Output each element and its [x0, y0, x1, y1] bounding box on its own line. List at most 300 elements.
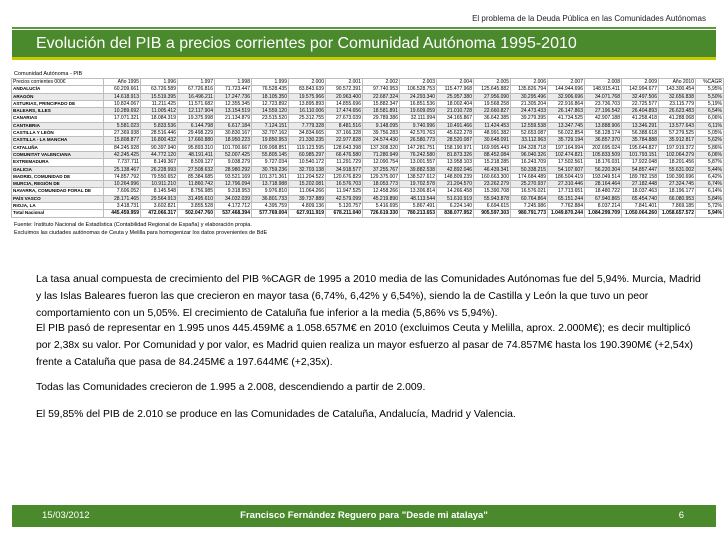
table-cell: 74.857.792	[104, 173, 141, 180]
table-cell: 5,62%	[696, 137, 724, 144]
table-cell: 6,11%	[696, 122, 724, 129]
table-cell: 35.784.888	[622, 137, 659, 144]
table-cell: 202.695.024	[585, 144, 622, 151]
table-cell: 14.559.120	[252, 108, 289, 115]
table-cell: 34.834.665	[289, 130, 326, 137]
table-cell: 13.346.291	[622, 122, 659, 129]
table-cell: 138.527.612	[400, 173, 437, 180]
table-cell: 16.851.536	[400, 100, 437, 107]
table-cell: 32.656.838	[659, 93, 696, 100]
table-cell: 128.643.398	[326, 144, 363, 151]
table-cell: 11.860.742	[178, 181, 215, 188]
exclusion-note: Excluimos las ciudades autónomas de Ceuta y Melilla para homogenizar los datos provenientes de BdE	[14, 229, 268, 236]
table-cell: 11.064.266	[289, 188, 326, 195]
table-cell: 11.211.425	[141, 100, 178, 107]
table-cell: 66.080.953	[659, 195, 696, 202]
table-cell: 19.375.998	[178, 115, 215, 122]
table-cell: 169.995.443	[474, 144, 511, 151]
table-header-cell: 2.000	[289, 79, 326, 86]
table-header-cell: 1.996	[141, 79, 178, 86]
table-cell: 54.107.607	[548, 166, 585, 173]
table-cell: 12.090.754	[363, 159, 400, 166]
table-cell: 22.687.324	[363, 93, 400, 100]
row-label: CASTILLA - LA MANCHA	[12, 137, 104, 144]
table-cell: 5,05%	[696, 130, 724, 137]
table-cell: 84.245.928	[104, 144, 141, 151]
gdp-table-container	[11, 71, 723, 237]
table-cell: 58.128.174	[585, 130, 622, 137]
row-label: CASTILLA Y LEÓN	[12, 130, 104, 137]
table-cell: 71.280.949	[363, 151, 400, 158]
table-cell: 106.528.753	[400, 86, 437, 93]
table-cell: 502.047.760	[178, 210, 215, 217]
table-cell: 37.166.328	[326, 130, 363, 137]
table-cell: 26.404.893	[622, 108, 659, 115]
table-cell: 15.519.395	[141, 93, 178, 100]
table-cell: 5,19%	[696, 100, 724, 107]
table-cell: 60.985.297	[289, 151, 326, 158]
table-cell: 13.718.988	[252, 181, 289, 188]
table-header-cell: 2.002	[363, 79, 400, 86]
table-cell: 34.071.768	[585, 93, 622, 100]
table-cell: 10.491.466	[437, 122, 474, 129]
table-cell: 13.306.814	[400, 188, 437, 195]
table-cell: 193.049.514	[585, 173, 622, 180]
table-row	[12, 144, 724, 151]
table-cell: 12.723.892	[252, 100, 289, 107]
table-cell: 13.577.643	[659, 122, 696, 129]
table-cell: 9.038.279	[215, 159, 252, 166]
table-cell: 472.066.317	[141, 210, 178, 217]
table-cell: 8.481.516	[326, 122, 363, 129]
table-row	[12, 203, 724, 210]
table-cell: 27.182.448	[622, 181, 659, 188]
table-cell: 838.077.952	[437, 210, 474, 217]
table-cell: 97.740.953	[363, 86, 400, 93]
footer-author: Francisco Fernández Reguero para "Desde mi atalaya"	[240, 510, 488, 521]
table-cell: 16.576.703	[326, 181, 363, 188]
table-cell: 27.196.542	[585, 108, 622, 115]
table-cell: 26.580.773	[400, 137, 437, 144]
table-cell: 17.474.656	[326, 108, 363, 115]
table-cell: 16.800.432	[141, 137, 178, 144]
table-cell: 46.439.341	[474, 166, 511, 173]
table-cell: 32.703.138	[289, 166, 326, 173]
table-cell: 60.209.661	[104, 86, 141, 93]
table-cell: 90.397.940	[141, 144, 178, 151]
table-row	[12, 93, 724, 100]
table-header-cell: 1.997	[178, 79, 215, 86]
table-cell: 41.734.525	[548, 115, 585, 122]
table-cell: 83.843.639	[289, 86, 326, 93]
table-cell: 5.581.023	[104, 122, 141, 129]
table-cell: 65.454.740	[622, 195, 659, 202]
table-cell: 17.713.651	[548, 188, 585, 195]
presentation-context-title: El problema de la Deuda Pública en las Comunidades Autónomas	[472, 14, 706, 23]
table-cell: 51.610.919	[437, 195, 474, 202]
table-cell: 13.895.893	[289, 100, 326, 107]
table-cell: 32.906.696	[548, 93, 585, 100]
table-cell: 5,87%	[696, 159, 724, 166]
table-header-cell: 1.999	[252, 79, 289, 86]
table-row	[12, 100, 724, 107]
table-cell: 7.869.185	[659, 203, 696, 210]
table-cell: 11.005.412	[141, 108, 178, 115]
table-cell: 36.857.370	[585, 137, 622, 144]
table-cell: 4.809.136	[289, 203, 326, 210]
row-label: Total Nacional	[12, 210, 104, 217]
table-cell: 7.779.328	[289, 122, 326, 129]
table-cell: 7.762.884	[548, 203, 585, 210]
table-cell: 12.117.904	[178, 108, 215, 115]
table-cell: 13.347.745	[548, 122, 585, 129]
table-cell: 22.725.577	[622, 100, 659, 107]
table-cell: 39.279.395	[511, 115, 548, 122]
table-cell: 160.663.300	[474, 173, 511, 180]
table-cell: 19.702.578	[400, 181, 437, 188]
table-row	[12, 188, 724, 195]
table-cell: 14.855.696	[326, 100, 363, 107]
table-cell: 23.515.520	[252, 115, 289, 122]
table-cell: 3.855.528	[178, 203, 215, 210]
table-cell: 5,72%	[696, 203, 724, 210]
table-cell: 22.916.864	[548, 100, 585, 107]
table-cell: 55.631.002	[659, 166, 696, 173]
table-cell: 10.540.172	[289, 159, 326, 166]
row-label: ASTURIAS, PRINCIPADO DE	[12, 100, 104, 107]
table-cell: 63.726.589	[141, 86, 178, 93]
table-cell: 148.809.239	[437, 173, 474, 180]
table-cell: 19.609.059	[400, 108, 437, 115]
table-cell: 119.123.595	[289, 144, 326, 151]
row-label: MADRID, COMUNIDAD DE	[12, 173, 104, 180]
paragraph-growth-trend: Todas las Comunidades crecieron de 1.995 a 2.008, descendiendo a partir de 2.009.	[36, 382, 426, 393]
table-cell: 726.619.330	[363, 210, 400, 217]
table-cell: 144.944.696	[548, 86, 585, 93]
table-cell: 3.418.731	[104, 203, 141, 210]
table-cell: 88.452.084	[474, 151, 511, 158]
table-cell: 17.071.321	[104, 115, 141, 122]
table-cell: 174.684.489	[511, 173, 548, 180]
table-cell: 11.571.682	[178, 100, 215, 107]
row-label: CANTABRIA	[12, 122, 104, 129]
table-cell: 101.700.667	[215, 144, 252, 151]
table-cell: 195.644.827	[622, 144, 659, 151]
gdp-table	[11, 78, 724, 218]
table-cell: 577.769.004	[252, 210, 289, 217]
table-cell: 23.115.779	[659, 100, 696, 107]
table-cell: 1.050.064.260	[622, 210, 659, 217]
table-cell: 11.947.525	[326, 188, 363, 195]
table-row	[12, 137, 724, 144]
table-cell: 52.653.087	[511, 130, 548, 137]
row-label: GALICIA	[12, 166, 104, 173]
table-cell: 1.049.870.244	[548, 210, 585, 217]
table-cell: 18.037.463	[622, 188, 659, 195]
table-cell: 24.293.340	[400, 93, 437, 100]
table-cell: 52.007.425	[215, 151, 252, 158]
table-cell: 17.660.880	[178, 137, 215, 144]
table-cell: 27.956.090	[474, 93, 511, 100]
table-cell: 17.502.561	[548, 159, 585, 166]
table-cell: 18.581.891	[363, 108, 400, 115]
table-cell: 28.516.446	[141, 130, 178, 137]
paragraph-cagr: La tasa anual compuesta de crecimiento del PIB %CAGR de 1995 a 2010 media de las Comunidades Autónomas fue del 5,94%. Murcia, Madrid y las Islas Baleares fueron las que crecieron en mayor tasa (6,74%, 6,42% y 6,54%), siendo la de Castilla y León la que tuvo un peor comportamiento con un 5,05%. El crecimiento de Cataluña fue inferior a la media (5,86% vs 5,94%).	[36, 274, 701, 319]
table-cell: 8.756.985	[178, 188, 215, 195]
table-cell: 780.213.653	[400, 210, 437, 217]
table-cell: 57.279.525	[659, 130, 696, 137]
table-header-cell: 2.009	[622, 79, 659, 86]
table-cell: 5,94%	[696, 210, 724, 217]
table-cell: 111.204.522	[289, 173, 326, 180]
table-cell: 9.740.996	[400, 122, 437, 129]
table-cell: 13.958.103	[437, 159, 474, 166]
table-cell: 4.172.712	[215, 203, 252, 210]
table-cell: 5.120.757	[326, 203, 363, 210]
table-cell: 16.243.709	[511, 159, 548, 166]
table-cell: 7.245.986	[511, 203, 548, 210]
table-cell: 36.642.385	[474, 115, 511, 122]
table-cell: 42.907.188	[585, 115, 622, 122]
table-cell: 48.991.382	[474, 130, 511, 137]
table-cell: 7.737.711	[104, 159, 141, 166]
table-cell: 24.574.430	[363, 137, 400, 144]
table-cell: 21.010.728	[437, 108, 474, 115]
table-cell: 20.963.400	[326, 93, 363, 100]
table-cell: 48.113.544	[400, 195, 437, 202]
table-cell: 95.893.310	[178, 144, 215, 151]
table-cell: 30.295.496	[511, 93, 548, 100]
table-row	[12, 195, 724, 202]
table-cell: 32.707.162	[252, 130, 289, 137]
table-row	[12, 115, 724, 122]
table-cell: 8.037.214	[585, 203, 622, 210]
table-cell: 39.882.538	[400, 166, 437, 173]
table-cell: 41.288.068	[659, 115, 696, 122]
table-cell: 129.375.007	[363, 173, 400, 180]
table-cell: 6.144.798	[178, 122, 215, 129]
table-cell: 4.395.759	[252, 203, 289, 210]
table-cell: 23.736.703	[585, 100, 622, 107]
table-cell: 29.789.386	[363, 115, 400, 122]
table-header-cell: 2.003	[400, 79, 437, 86]
table-cell: 56.388.618	[622, 130, 659, 137]
table-cell: 1.058.657.572	[659, 210, 696, 217]
page-number: 6	[678, 510, 684, 521]
table-cell: 27.369.938	[104, 130, 141, 137]
row-label: PAÍS VASCO	[12, 195, 104, 202]
table-cell: 7.841.401	[622, 203, 659, 210]
table-cell: 22.660.827	[474, 108, 511, 115]
table-caption-line2: Precios corrientes 000€	[12, 79, 104, 86]
table-cell: 56.220.304	[585, 166, 622, 173]
table-cell: 56.022.854	[548, 130, 585, 137]
table-cell: 19.850.953	[252, 137, 289, 144]
table-cell: 27.508.632	[178, 166, 215, 173]
table-cell: 60.764.864	[511, 195, 548, 202]
table-cell: 6.694.615	[474, 203, 511, 210]
table-cell: 5,86%	[696, 144, 724, 151]
table-cell: 13.154.519	[215, 108, 252, 115]
table-cell: 39.737.889	[289, 195, 326, 202]
table-cell: 27.324.745	[659, 181, 696, 188]
table-cell: 81.873.326	[437, 151, 474, 158]
table-cell: 35.729.194	[548, 137, 585, 144]
header-divider	[12, 27, 716, 29]
table-row	[12, 173, 724, 180]
table-cell: 11.424.453	[474, 122, 511, 129]
table-cell: 28.980.292	[215, 166, 252, 173]
row-label: NAVARRA, COMUNIDAD FORAL DE	[12, 188, 104, 195]
table-cell: 125.645.882	[474, 86, 511, 93]
table-cell: 22.977.828	[326, 137, 363, 144]
table-cell: 42.245.425	[104, 151, 141, 158]
table-cell: 18.196.177	[659, 188, 696, 195]
table-cell: 445.459.959	[104, 210, 141, 217]
table-source-notes	[11, 221, 723, 237]
table-cell: 16.576.021	[511, 188, 548, 195]
table-cell: 6,42%	[696, 173, 724, 180]
table-header-cell: 2.005	[474, 79, 511, 86]
row-label: ANDALUCÍA	[12, 86, 104, 93]
table-cell: 6,06%	[696, 151, 724, 158]
table-cell: 537.468.394	[215, 210, 252, 217]
table-cell: 10.911.210	[141, 181, 178, 188]
table-header-cell: 2.004	[437, 79, 474, 86]
table-cell: 6,06%	[696, 115, 724, 122]
table-cell: 29.498.229	[178, 130, 215, 137]
table-cell: 45.219.890	[363, 195, 400, 202]
row-label: ARAGÓN	[12, 93, 104, 100]
slide-title-bar	[12, 30, 716, 60]
table-cell: 25.957.380	[437, 93, 474, 100]
table-cell: 905.597.303	[474, 210, 511, 217]
table-cell: 197.164.994	[548, 144, 585, 151]
table-cell: 148.915.411	[585, 86, 622, 93]
table-cell: 34.032.039	[215, 195, 252, 202]
table-cell: 6,54%	[696, 108, 724, 115]
table-cell: 15.808.877	[104, 137, 141, 144]
table-cell: 627.911.919	[289, 210, 326, 217]
table-cell: 142.994.677	[622, 86, 659, 93]
table-cell: 25.270.937	[511, 181, 548, 188]
table-cell: 6,74%	[696, 181, 724, 188]
table-cell: 9.976.810	[252, 188, 289, 195]
table-cell: 35.912.817	[659, 137, 696, 144]
table-cell: 21.330.235	[289, 137, 326, 144]
table-cell: 190.390.696	[659, 173, 696, 180]
table-cell: 54.857.447	[622, 166, 659, 173]
table-cell: 21.204.570	[437, 181, 474, 188]
table-cell: 15.218.285	[474, 159, 511, 166]
row-label: RIOJA, LA	[12, 203, 104, 210]
table-cell: 8.149.367	[141, 159, 178, 166]
table-cell: 44.772.120	[141, 151, 178, 158]
table-cell: 42.579.099	[326, 195, 363, 202]
table-cell: 115.477.968	[437, 86, 474, 93]
table-cell: 30.648.091	[474, 137, 511, 144]
table-cell: 39.756.283	[363, 130, 400, 137]
table-cell: 66.476.580	[326, 151, 363, 158]
table-row	[12, 151, 724, 158]
table-cell: 9.148.095	[363, 122, 400, 129]
table-cell: 76.242.580	[400, 151, 437, 158]
table-cell: 27.310.446	[548, 181, 585, 188]
table-cell: 12.355.345	[215, 100, 252, 107]
table-cell: 31.495.610	[178, 195, 215, 202]
table-cell: 10.264.996	[104, 181, 141, 188]
table-cell: 6.617.184	[215, 122, 252, 129]
table-header-cell: 2.007	[548, 79, 585, 86]
table-caption-line1: Comunidad Autónoma - PIB	[14, 71, 83, 77]
table-row	[12, 130, 724, 137]
row-label: BALEARS, ILLES	[12, 108, 104, 115]
table-cell: 29.564.913	[141, 195, 178, 202]
table-cell: 18.002.404	[437, 100, 474, 107]
table-cell: 76.528.435	[252, 86, 289, 93]
table-cell: 28.171.465	[104, 195, 141, 202]
table-cell: 37.255.767	[363, 166, 400, 173]
table-cell: 36.801.733	[252, 195, 289, 202]
table-cell: 67.726.816	[178, 86, 215, 93]
table-cell: 109.998.851	[252, 144, 289, 151]
table-cell: 105.833.509	[585, 151, 622, 158]
table-cell: 12.559.538	[511, 122, 548, 129]
table-cell: 16.110.006	[289, 108, 326, 115]
table-cell: 65.151.244	[548, 195, 585, 202]
table-cell: 23.262.279	[474, 181, 511, 188]
footer-date: 15/03/2012	[42, 510, 90, 521]
table-cell: 6,14%	[696, 188, 724, 195]
table-cell: 42.892.046	[437, 166, 474, 173]
table-total-row	[12, 210, 724, 217]
table-header-cell: 2.006	[511, 79, 548, 86]
table-cell: 6.224.140	[437, 203, 474, 210]
table-cell: 135.826.794	[511, 86, 548, 93]
table-cell: 18.201.456	[659, 159, 696, 166]
table-cell: 15.390.708	[474, 188, 511, 195]
table-cell: 9.727.034	[252, 159, 289, 166]
table-cell: 15.202.081	[289, 181, 326, 188]
table-cell: 678.211.040	[326, 210, 363, 217]
table-cell: 7.124.151	[252, 122, 289, 129]
table-cell: 18.105.350	[252, 93, 289, 100]
table-cell: 16.496.211	[178, 93, 215, 100]
table-cell: 26.228.993	[141, 166, 178, 173]
table-cell: 90.572.391	[326, 86, 363, 93]
table-cell: 93.521.169	[215, 173, 252, 180]
table-cell: 79.550.652	[141, 173, 178, 180]
table-cell: 18.084.319	[141, 115, 178, 122]
table-cell: 13.001.557	[400, 159, 437, 166]
table-cell: 3.602.821	[141, 203, 178, 210]
table-cell: 5,50%	[696, 93, 724, 100]
table-cell: 5.867.491	[400, 203, 437, 210]
table-cell: 143.300.454	[659, 86, 696, 93]
table-cell: 34.165.867	[437, 115, 474, 122]
table-cell: 41.258.418	[622, 115, 659, 122]
source-note: Fuente: Instituto Nacional de Estadística (Contabilidad Regional de España) y elaboración propia.	[14, 221, 252, 228]
table-cell: 18.950.223	[215, 137, 252, 144]
table-row	[12, 86, 724, 93]
row-label: EXTREMADURA	[12, 159, 104, 166]
table-cell: 186.504.419	[548, 173, 585, 180]
table-cell: 18.480.722	[585, 188, 622, 195]
table-cell: 27.673.039	[326, 115, 363, 122]
table-cell: 28.164.464	[585, 181, 622, 188]
row-label: COMUNITAT VALENCIANA	[12, 151, 104, 158]
table-cell: 18.053.773	[363, 181, 400, 188]
